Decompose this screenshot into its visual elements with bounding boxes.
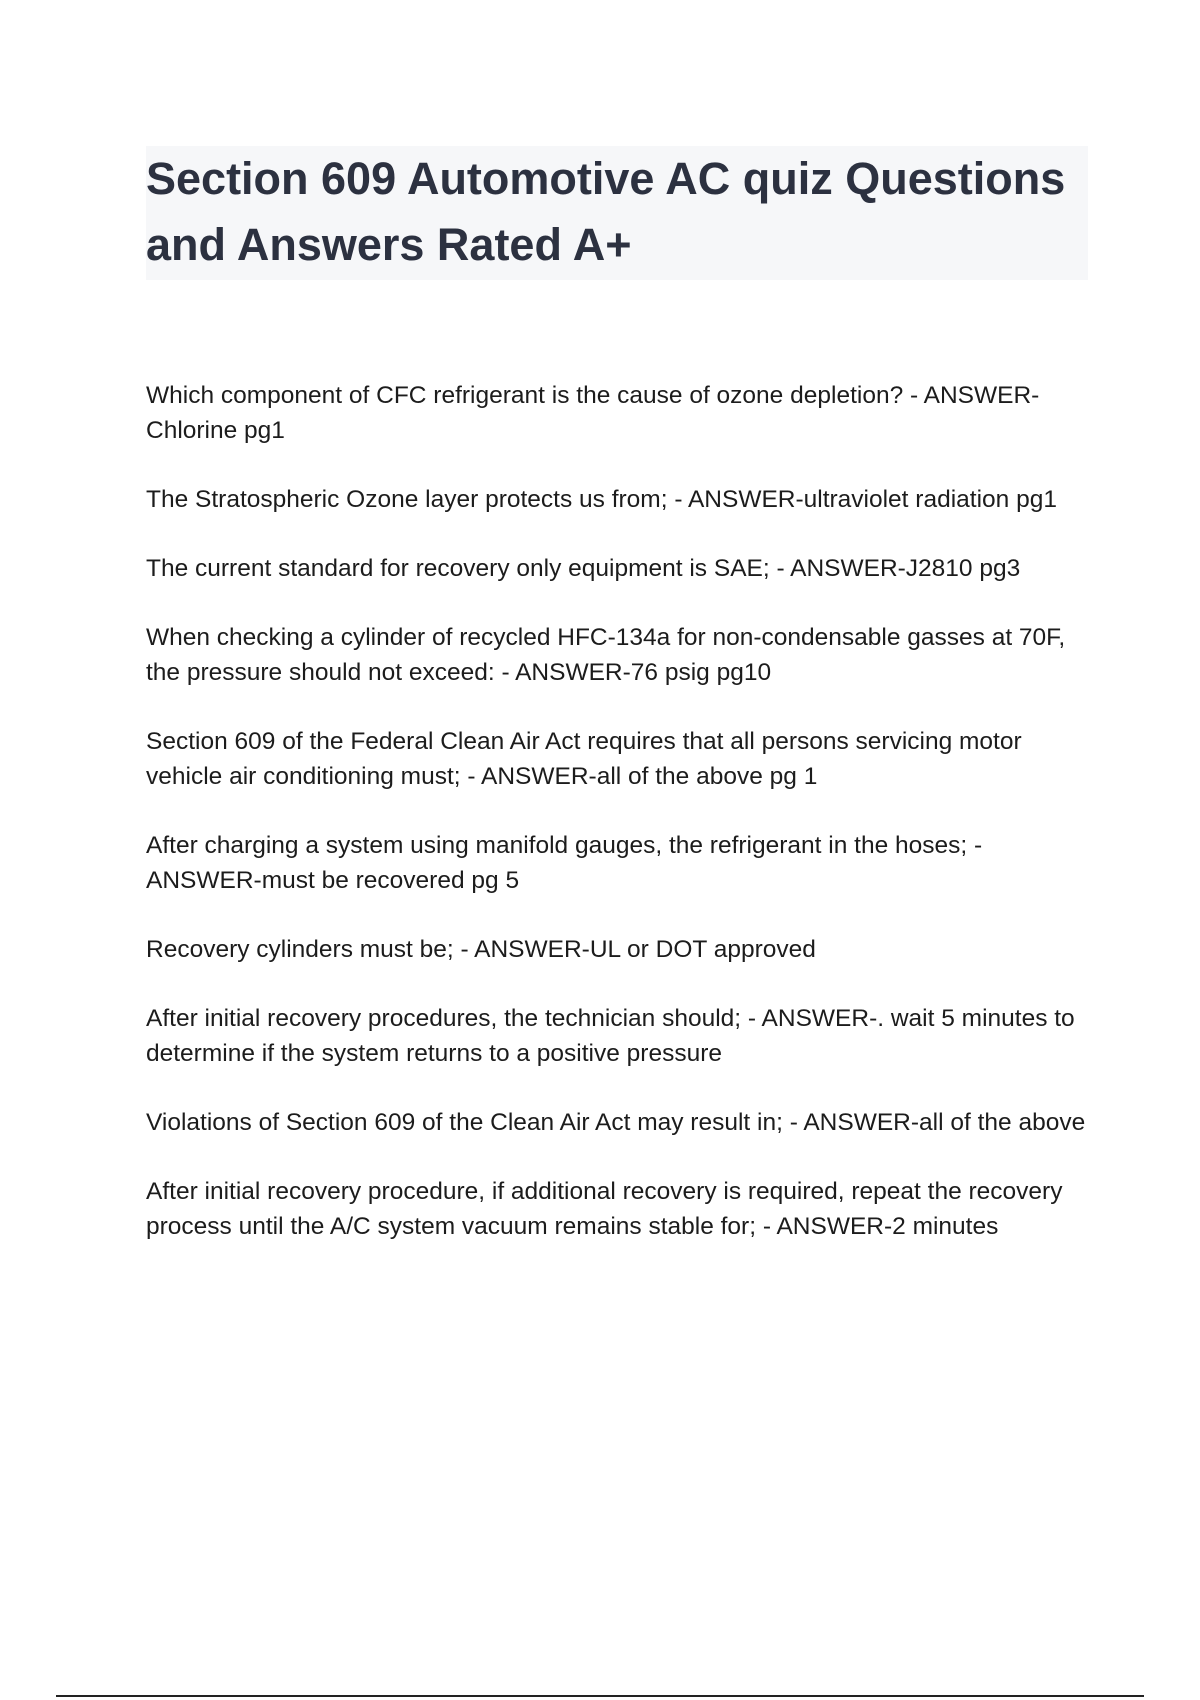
page-title: Section 609 Automotive AC quiz Questions and Answers Rated A+: [146, 153, 1066, 270]
page-bottom-divider: [56, 1695, 1144, 1697]
qa-item: When checking a cylinder of recycled HFC-134a for non-condensable gasses at 70F, the pressure should not exceed: - ANSWER-76 psig pg10: [146, 624, 1066, 686]
qa-item: Which component of CFC refrigerant is the cause of ozone depletion? - ANSWER-Chlorine pg1: [146, 382, 1040, 444]
qa-list: [146, 378, 1096, 1278]
qa-item: Recovery cylinders must be; - ANSWER-UL or DOT approved: [146, 936, 816, 963]
qa-item: After charging a system using manifold gauges, the refrigerant in the hoses; - ANSWER-must be recovered pg 5: [146, 832, 983, 894]
qa-item: The current standard for recovery only equipment is SAE; - ANSWER-J2810 pg3: [146, 555, 1021, 582]
qa-item: After initial recovery procedures, the technician should; - ANSWER-. wait 5 minutes to determine if the system returns to a positive pressure: [146, 1005, 1075, 1067]
qa-item: Violations of Section 609 of the Clean Air Act may result in; - ANSWER-all of the above: [146, 1109, 1086, 1136]
qa-item: After initial recovery procedure, if additional recovery is required, repeat the recovery process until the A/C system vacuum remains stable for; - ANSWER-2 minutes: [146, 1178, 1063, 1240]
qa-item: Section 609 of the Federal Clean Air Act requires that all persons servicing motor vehicle air conditioning must; - ANSWER-all of the above pg 1: [146, 728, 1022, 790]
qa-item: The Stratospheric Ozone layer protects us from; - ANSWER-ultraviolet radiation pg1: [146, 486, 1057, 513]
title-block: [146, 146, 1088, 280]
